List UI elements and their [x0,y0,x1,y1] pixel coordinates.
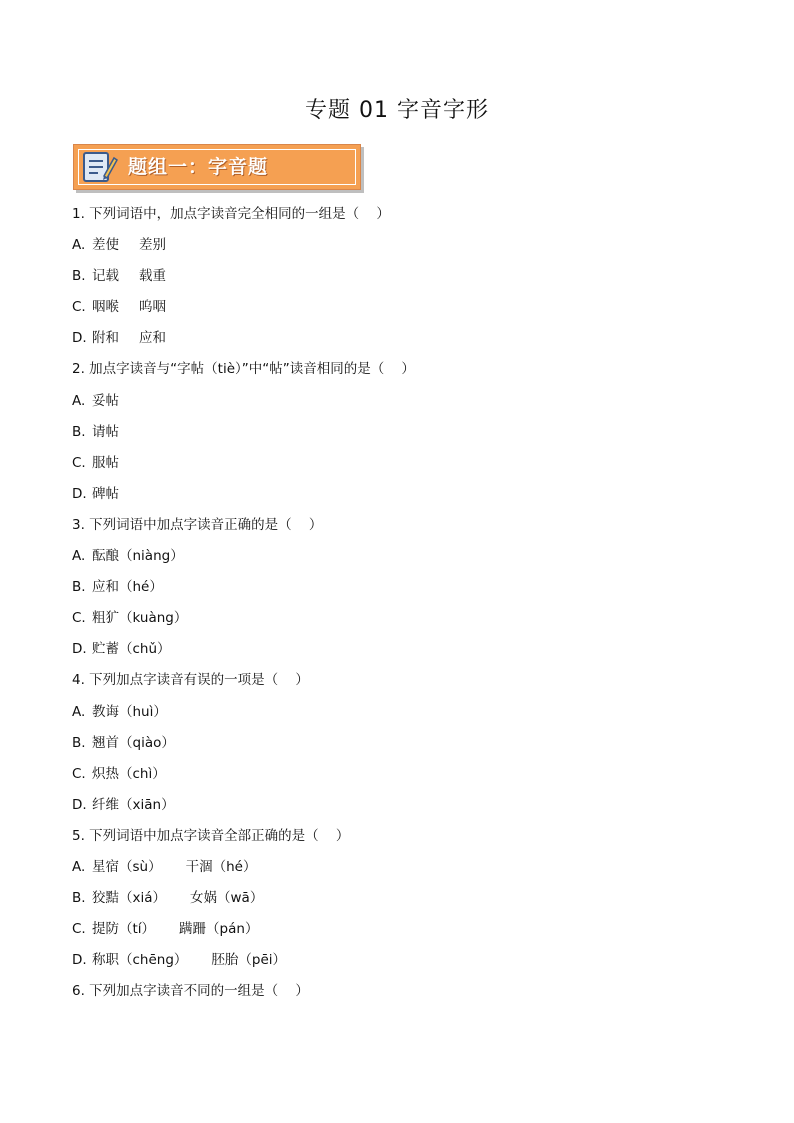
option-letter: B. [72,579,86,596]
option-word: 酝酿（niàng） [92,548,184,565]
option-word: 干涸（hé） [185,858,257,875]
page-title: 专题 01 字音字形 [305,98,489,123]
option-word: 粗犷（kuàng） [92,610,188,627]
option-word: 差别 [139,237,166,254]
option-letter: D. [72,952,87,969]
question-6: 6. 下列加点字读音不同的一组是（ ） [72,983,309,1000]
option-4b [72,730,732,761]
option-5d [72,947,732,978]
option-word: 记载 [92,268,119,285]
option-word: 咽喉 [92,299,119,316]
option-letter: A. [72,703,86,720]
option-letter: C. [72,299,86,316]
option-2d [72,481,732,512]
option-letter: A. [72,548,86,565]
option-word: 贮蓄（chǔ） [92,641,171,658]
option-letter: C. [72,454,86,471]
option-word: 妥帖 [92,392,119,409]
option-4d [72,792,732,823]
option-1b [72,263,732,294]
option-word: 提防（tí） [92,921,156,938]
option-word: 碑帖 [92,485,119,502]
question-3: 3. 下列词语中加点字读音正确的是（ ） [72,516,323,533]
option-word: 胚胎（pēi） [211,952,287,969]
option-word: 纤维（xiān） [92,796,175,813]
option-1c [72,294,732,325]
option-word: 请帖 [92,423,119,440]
option-1a [72,232,732,263]
option-letter: D. [72,485,87,502]
option-letter: B. [72,734,86,751]
option-letter: B. [72,890,86,907]
option-word: 载重 [139,268,166,285]
option-4a [72,699,732,730]
option-word: 应和（hé） [92,579,163,596]
option-word: 炽热（chì） [92,765,166,782]
question-list [72,201,732,1009]
option-5b [72,885,732,916]
option-word: 狡黠（xiá） [92,890,167,907]
option-3c [72,605,732,636]
option-word: 教诲（huì） [92,703,167,720]
option-letter: C. [72,610,86,627]
option-letter: D. [72,796,87,813]
option-3d [72,636,732,667]
option-2c [72,450,732,481]
option-letter: D. [72,330,87,347]
option-letter: C. [72,765,86,782]
option-letter: C. [72,921,86,938]
option-letter: A. [72,392,86,409]
option-word: 女娲（wā） [190,890,264,907]
section-banner [73,144,361,190]
question-4: 4. 下列加点字读音有误的一项是（ ） [72,672,309,689]
option-2a [72,388,732,419]
option-2b [72,419,732,450]
option-word: 呜咽 [139,299,166,316]
option-word: 附和 [92,330,119,347]
option-word: 蹒跚（pán） [179,921,259,938]
option-word: 应和 [139,330,166,347]
question-1: 1. 下列词语中，加点字读音完全相同的一组是（ ） [72,206,390,222]
option-3a [72,543,732,574]
option-letter: B. [72,268,86,285]
option-5a [72,854,732,885]
option-word: 星宿（sù） [92,858,162,875]
question-2: 2. 加点字读音与“字帖（tiè）”中“帖”读音相同的是（ ） [72,361,415,378]
option-4c [72,761,732,792]
question-5: 5. 下列词语中加点字读音全部正确的是（ ） [72,827,350,844]
section-title: 题组一：字音题 [128,156,269,178]
option-5c [72,916,732,947]
option-letter: A. [72,237,86,254]
option-word: 差使 [92,237,119,254]
option-3b [72,574,732,605]
option-1d [72,325,732,356]
option-word: 服帖 [92,454,119,471]
option-word: 翘首（qiào） [92,734,175,751]
notepad-pen-icon [82,150,118,184]
option-letter: A. [72,858,86,875]
option-letter: B. [72,423,86,440]
option-word: 称职（chēng） [92,952,188,969]
option-letter: D. [72,641,87,658]
